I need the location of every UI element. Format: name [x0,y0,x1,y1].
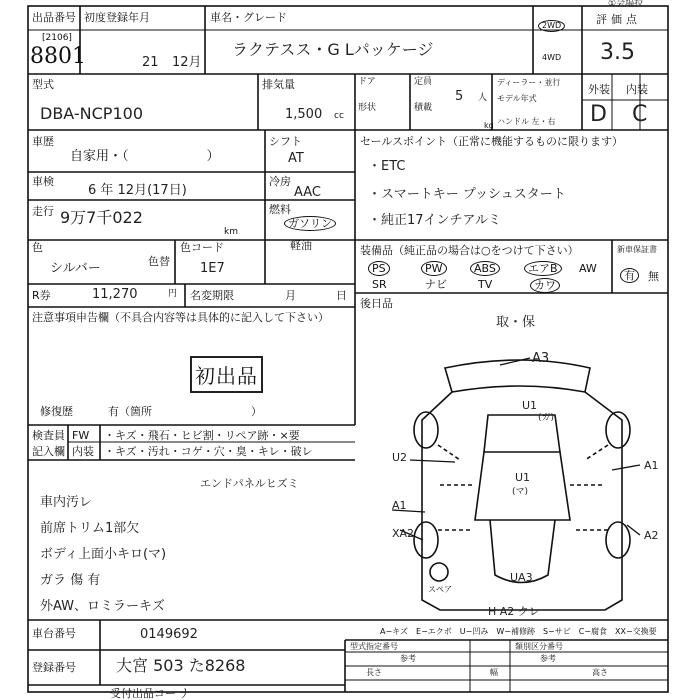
warranty-yes: 有 [620,268,639,283]
inspector-row-1: ・キズ・飛石・ヒビ割・リペア跡・×要 [104,429,300,442]
equip-abs: ABS [470,261,500,276]
mark-xa2-left: XA2 [392,527,415,540]
mark-u1-top: U1 [522,399,538,412]
fuel-label: 燃料 [269,203,291,216]
ac-value: AAC [294,185,321,200]
selling-point-3: ・純正17インチアルミ [368,213,502,228]
drive-2wd: 2WD [538,20,565,32]
deadline-month: 月 [285,289,296,302]
first-registration-label: 初度登録年月 [84,11,150,24]
venue: ①会場拉 [608,0,644,9]
selling-points-label: セールスポイント（正常に機能するものに限ります） [360,135,624,148]
type-spec-label: 型式指定番号 [350,642,398,651]
mileage-value: 9万7千022 [60,208,143,227]
mark-u1-mid-note: (マ) [512,487,529,497]
registration-number-value: 大宮 503 た8268 [116,656,246,675]
first-registration-month: 12月 [172,55,202,70]
exterior-label: 外装 [588,83,610,96]
ref-label-1: 参考 [400,654,416,663]
inspector-row-2: ・キズ・汚れ・コゲ・穴・臭・キレ・破レ [104,445,313,458]
equip-navi: ナビ [425,278,447,291]
interior-grade: C [632,102,648,127]
lot-number: 8801 [30,44,86,69]
ref-label-2: 参考 [540,654,556,663]
inspector-label-1: 検査員 [32,429,65,442]
mark-u2: U2 [392,451,408,464]
car-name-label: 車名・グレード [210,11,287,24]
equip-kawa: カワ [530,278,560,293]
color-label: 色 [32,241,43,254]
color-value: シルバー [50,261,101,276]
lot-code: [2106] [42,33,72,43]
note-1: 車内汚レ [40,495,93,510]
mileage-unit: km [224,227,238,237]
mark-a1-left: A1 [392,499,407,512]
color-code-label: 色コード [180,241,224,254]
width-label: 幅 [490,668,498,677]
first-registration-year: 21 [142,55,159,70]
displacement-value: 1,500 [285,107,323,122]
inspection-label: 車検 [32,175,54,188]
after-items-value: 取・保 [496,315,536,330]
fuel-alt: 軽油 [290,239,312,252]
inspector-interior: 内装 [72,445,94,458]
after-items-label: 後日品 [360,297,393,310]
repair-history-value: 有（箇所 ） [108,405,262,418]
recycle-label: R券 [32,289,51,302]
repair-history-label: 修復歴 [40,405,73,418]
ac-label: 冷房 [269,175,291,188]
mark-u1-mid: U1 [515,471,531,484]
mark-bottom-note: H A2 クレ [488,605,540,618]
registration-number-label: 登録番号 [32,661,76,674]
length-label: 長さ [366,668,382,677]
inspector-fw: FW [72,429,90,442]
equip-ps: PS [368,261,390,276]
chassis-number-value: 0149692 [140,627,198,642]
note-5: 外AW、ロミラーキズ [40,599,165,614]
note-end-panel: エンドパネルヒズミ [200,477,299,490]
lot-number-label: 出品番号 [32,11,76,24]
equip-aw: AW [579,262,597,275]
color-change-label: 色替 [148,255,170,268]
mark-a3-top: A3 [532,351,550,366]
chassis-number-label: 車台番号 [32,627,76,640]
interior-label: 内装 [626,83,648,96]
notes-label: 注意事項申告欄（不具合内容等は具体的に記入して下さい） [32,311,329,324]
footer-cut-text: 受付出品コー ナ [110,687,191,700]
deadline-day: 日 [336,289,347,302]
inspection-value: 6 年 12月(17日) [88,183,187,198]
model-year-label: モデル年式 [497,94,537,103]
capacity-unit: 人 [478,93,488,103]
mark-a2-right: A2 [644,529,659,542]
selling-point-2: ・スマートキー プッシュスタート [368,187,566,202]
equipment-label: 装備品（純正品の場合は○をつけて下さい） [360,244,579,257]
note-3: ボディ上面小キロ(マ) [40,547,167,562]
usage-value: 自家用・（ ） [70,149,220,164]
capacity-value: 5 [455,89,464,104]
mark-a1-right: A1 [644,459,659,472]
equip-airbag: エアB [524,261,562,276]
first-listing-stamp: 初出品 [190,356,263,393]
warranty-no: 無 [648,270,659,283]
model-code-label: 型式 [32,78,54,91]
mark-ua3: UA3 [510,571,533,584]
damage-legend: A−キズ E−エクボ U−凹み W−補修跡 S−サビ C−腐食 XX−交換要 [380,627,657,636]
selling-point-1: ・ETC [368,159,406,174]
load-label: 積載 [414,103,433,113]
dealer-label: ディーラー・並行 [497,78,561,87]
shift-value: AT [288,151,304,166]
drive-4wd: 4WD [542,53,562,62]
capacity-label: 定員 [414,77,433,87]
inspector-label-2: 記入欄 [32,445,65,458]
exterior-grade: D [590,102,607,127]
displacement-label: 排気量 [262,78,295,91]
equip-tv: TV [478,278,493,291]
model-code-value: DBA-NCP100 [40,104,143,123]
load-unit: kg [484,121,494,130]
displacement-unit: cc [334,111,344,121]
height-label: 高さ [592,668,608,677]
handle-label: ハンドル 左・右 [497,117,556,126]
color-code-value: 1E7 [200,261,225,276]
note-4: ガラ 傷 有 [40,573,101,588]
warranty-label: 新車保証書 [617,245,657,254]
category-label: 類別区分番号 [515,642,563,651]
score-value: 3.5 [600,40,635,65]
car-name-value: ラクテスス・G Lパッケージ [232,40,434,59]
shape-label: 形状 [358,103,377,113]
spare-label: スペア [428,585,452,594]
shift-label: シフト [269,135,302,148]
door-label: ドア [358,77,376,87]
mileage-label: 走行 [32,205,54,218]
recycle-unit: 円 [168,289,178,299]
name-change-label: 名変期限 [190,289,234,302]
usage-label: 車歴 [32,135,54,148]
equip-sr: SR [372,278,387,291]
score-label: 評価点 [596,13,641,26]
recycle-value: 11,270 [92,287,138,302]
mark-u1-top-note: (ガ) [538,413,555,423]
fuel-value: ガソリン [284,216,336,231]
note-2: 前席トリム1部欠 [40,521,140,536]
equip-pw: PW [421,261,447,276]
